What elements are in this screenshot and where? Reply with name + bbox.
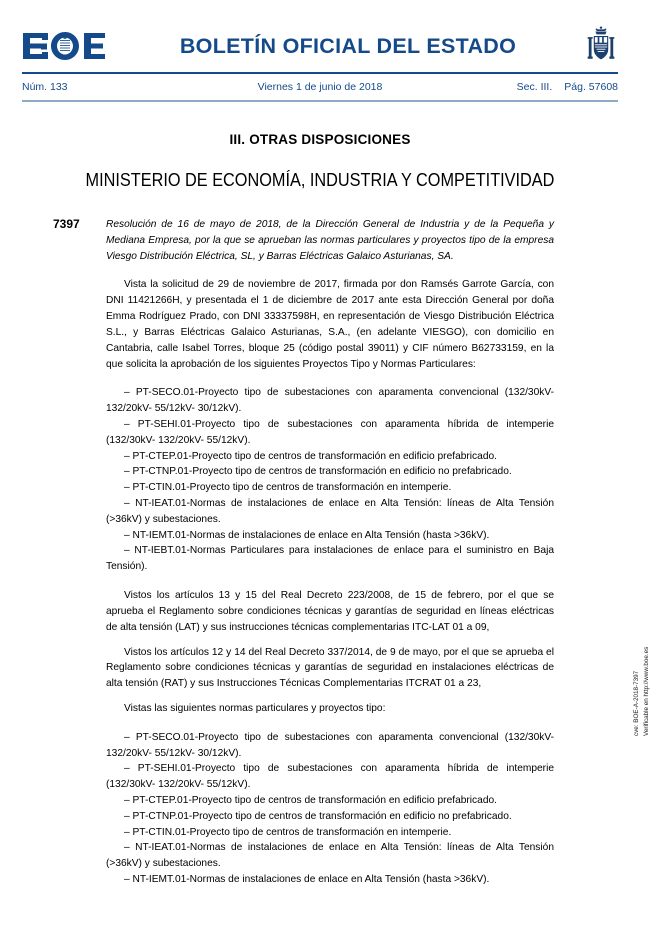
norms-list-1 bbox=[106, 372, 554, 575]
list-item: – PT-CTEP.01-Proyecto tipo de centros de transformación en edificio prefabricado. bbox=[124, 450, 497, 462]
list-item: – PT-CTIN.01-Proyecto tipo de centros de transformación en intemperie. bbox=[124, 826, 452, 838]
document-body bbox=[106, 264, 554, 887]
list-item: – PT-SECO.01-Proyecto tipo de subestaciones con aparamenta convencional (132/30kV- 132/20kV- 55/12kV- 30/12kV). bbox=[106, 387, 554, 415]
infobar-rule bbox=[22, 100, 618, 102]
spain-coat-of-arms-icon bbox=[584, 26, 618, 66]
list-item: – PT-CTIN.01-Proyecto tipo de centros de transformación en intemperie. bbox=[124, 482, 452, 494]
list-item: – NT-IEAT.01-Normas de instalaciones de enlace en Alta Tensión: líneas de Alta Tensión (>36kV) y subestaciones. bbox=[106, 842, 554, 870]
resolution-block bbox=[53, 217, 554, 264]
list-item: – NT-IEAT.01-Normas de instalaciones de enlace en Alta Tensión: líneas de Alta Tensión (>36kV) y subestaciones. bbox=[106, 498, 554, 525]
list-item: – PT-CTNP.01-Proyecto tipo de centros de transformación en edificio no prefabricado. bbox=[124, 810, 512, 822]
resolution-number: 7397 bbox=[53, 217, 80, 231]
list-item: – PT-CTEP.01-Proyecto tipo de centros de transformación en edificio prefabricado. bbox=[124, 795, 497, 806]
section-label: Sec. III. bbox=[516, 81, 553, 93]
masthead bbox=[22, 22, 618, 70]
boe-logo[interactable] bbox=[22, 31, 106, 61]
page-number: Pág. 57608 bbox=[564, 81, 618, 93]
body-paragraph-3: Vistos los artículos 12 y 14 del Real Decreto 337/2014, de 9 de mayo, por el que se aprueba el Reglamento sobre condiciones técnicas y garantías de seguridad en instalaciones eléctricas de alta tensión (RAT) y sus Instrucciones Técnicas Complementarias ITCRAT 01 a 23, bbox=[106, 646, 554, 690]
body-paragraph-4: Vistas las siguientes normas particulares y proyectos tipo: bbox=[124, 702, 386, 714]
list-item: – PT-SEHI.01-Proyecto tipo de subestaciones con aparamenta híbrida de intemperie (132/30kV- 132/20kV- 55/12kV). bbox=[106, 418, 554, 446]
issue-number: Núm. 133 bbox=[22, 81, 68, 93]
list-item: – NT-IEMT.01-Normas de instalaciones de enlace en Alta Tensión (hasta >36kV). bbox=[124, 529, 490, 541]
info-bar bbox=[22, 74, 618, 100]
list-item: – NT-IEMT.01-Normas de instalaciones de enlace en Alta Tensión (hasta >36kV). bbox=[124, 874, 490, 886]
norms-list-2 bbox=[106, 717, 554, 888]
issue-date: Viernes 1 de junio de 2018 bbox=[257, 81, 383, 93]
page-title: BOLETÍN OFICIAL DEL ESTADO bbox=[179, 33, 517, 58]
list-item: – PT-CTNP.01-Proyecto tipo de centros de transformación en edificio no prefabricado. bbox=[124, 466, 512, 478]
section-heading: III. OTRAS DISPOSICIONES bbox=[229, 132, 411, 147]
body-paragraph-1: Vista la solicitud de 29 de noviembre de 2017, firmada por don Ramsés Garrote García, con DNI 11421266H, y presentada el 1 de diciembre de 2017 ante esta Dirección General por doña Emma Rodríguez Prado, con DNI 33337598H, en representación de Viesgo Distribución Eléctrica S.L., y Barras Eléctricas Galaico Asturianas, S.A., (en adelante VIESGO), con domicilio en Cantabria, calle Isabel Torres, bloque 25 (código postal 39011) y CIF número B62733159, en la que solicita la aprobación de los siguientes Proyectos Tipo y Normas Particulares: bbox=[106, 279, 554, 370]
list-item: – PT-SECO.01-Proyecto tipo de subestaciones con aparamenta convencional (132/30kV- 132/20kV- 55/12kV- 30/12kV). bbox=[106, 731, 554, 759]
resolution-summary: Resolución de 16 de mayo de 2018, de la Dirección General de Industria y de la Pequeña y Mediana Empresa, por la que se aprueban las normas particulares y proyectos tipo de la empresa Viesgo Distribución Eléctrica, SL, y Barras Eléctricas Galaico Asturianas, SA. bbox=[106, 219, 554, 262]
cve-sidebar bbox=[614, 646, 650, 906]
ministry-heading: MINISTERIO DE ECONOMÍA, INDUSTRIA Y COMPETITIVIDAD bbox=[85, 169, 555, 190]
list-item: – NT-IEBT.01-Normas Particulares para instalaciones de enlace para el suministro en Baja Tensión). bbox=[106, 545, 554, 573]
list-item: – PT-SEHI.01-Proyecto tipo de subestaciones con aparamenta híbrida de intemperie (132/30kV- 132/20kV- 55/12kV). bbox=[106, 763, 554, 791]
cve-code: cve: BOE-A-2018-7397 bbox=[633, 670, 640, 736]
body-paragraph-2: Vistos los artículos 13 y 15 del Real Decreto 223/2008, de 15 de febrero, por el que se aprueba el Reglamento sobre condiciones técnicas y garantías de seguridad en líneas eléctricas de alta tensión (LAT) y sus instrucciones técnicas complementarias ITC-LAT 01 a 09, bbox=[106, 590, 554, 633]
verify-url[interactable]: Verificable en http://www.boe.es bbox=[642, 646, 650, 736]
